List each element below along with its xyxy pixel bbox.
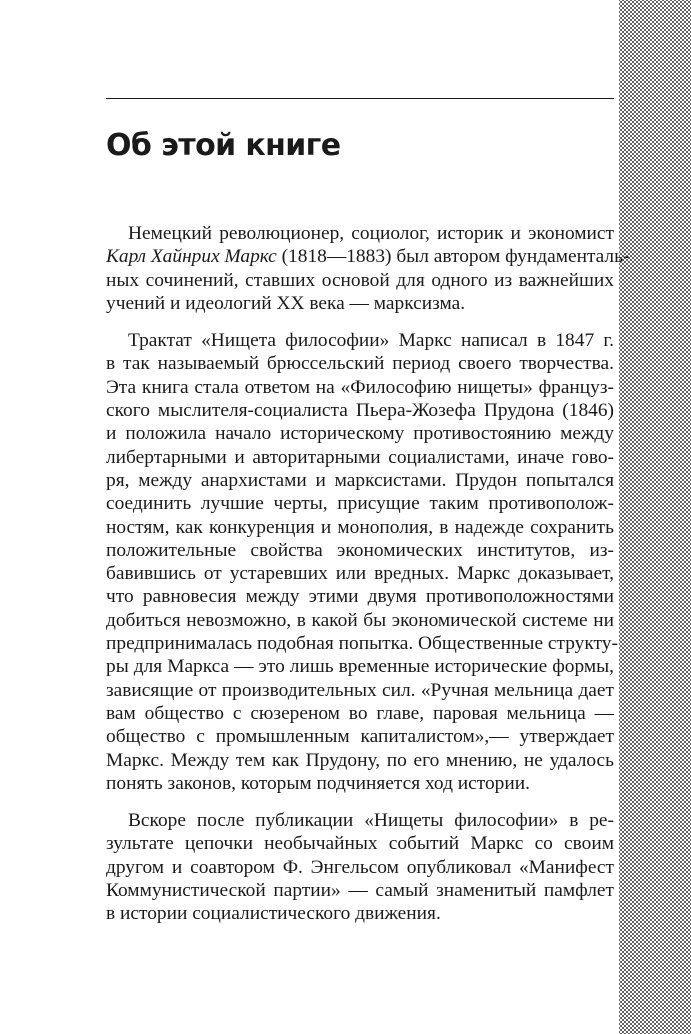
text-segment: ря, между анархистами и марксистами. Прудон попытался — [106, 469, 614, 491]
text-segment: зависящие от производительных сил. «Ручная мельница дает — [106, 679, 614, 701]
text-segment: положительные свойства экономических институтов, из- — [106, 539, 614, 561]
text-line — [106, 655, 614, 678]
text-line — [106, 422, 614, 445]
text-segment: что равновесия между этими двумя противоположностями — [106, 586, 614, 608]
body-text — [106, 222, 630, 940]
halftone-edge-strip — [619, 0, 691, 1034]
text-line — [106, 539, 614, 562]
text-line — [106, 609, 614, 632]
text-segment: добиться невозможно, в какой бы экономической системе ни — [106, 609, 614, 631]
text-line — [106, 725, 614, 748]
text-line — [106, 292, 614, 315]
text-line — [106, 856, 614, 879]
text-line — [106, 376, 614, 399]
paragraph — [106, 329, 618, 795]
text-segment: либертарными и авторитарными социалистами, иначе гово- — [106, 446, 614, 468]
page-title: Об этой книге — [106, 128, 341, 163]
text-line — [106, 702, 614, 725]
text-segment: Немецкий революционер, социолог, историк и экономист — [128, 223, 614, 244]
text-segment: Эта книга стала ответом на «Философию нищеты» француз- — [106, 376, 614, 398]
italic-text: Карл Хайнрих Маркс — [106, 246, 277, 268]
text-line — [106, 749, 614, 772]
text-segment: Маркс. Между тем как Прудону, по его мнению, не удалось — [106, 749, 614, 771]
text-segment: ностям, как конкуренция и монополия, в надежде сохранить — [106, 516, 614, 538]
text-line — [106, 352, 614, 375]
text-line — [106, 679, 614, 702]
text-segment: соединить лучшие черты, присущие таким противополож- — [106, 493, 614, 515]
text-segment: Коммунистической партии» — самый знаменитый памфлет — [106, 880, 614, 902]
text-segment: ры для Маркса — это лишь временные исторические формы, — [106, 656, 614, 678]
text-segment: ского мыслителя-социалиста Пьера-Жозефа Прудона (1846) — [106, 400, 614, 422]
text-segment: ных сочинений, ставших основой для одного из важнейших — [106, 269, 614, 291]
text-line — [106, 492, 614, 515]
text-segment: учений и идеологий XX века — марксизма. — [106, 292, 466, 314]
header-rule — [106, 98, 614, 99]
text-segment: бавившись от устаревших или вредных. Маркс доказывает, — [106, 563, 614, 585]
text-segment: понять законов, которым подчиняется ход истории. — [106, 772, 530, 794]
text-line — [106, 222, 614, 245]
text-line — [106, 772, 614, 795]
text-segment: предпринималась подобная попытка. Общественные структу- — [106, 633, 618, 655]
text-line — [106, 269, 614, 292]
text-line — [106, 585, 614, 608]
paragraph — [106, 809, 614, 925]
text-line — [106, 516, 614, 539]
text-line — [106, 245, 630, 268]
text-segment: зультате цепочки необычайных событий Маркс со своим — [106, 833, 614, 855]
text-line — [106, 832, 614, 855]
text-line — [106, 632, 618, 655]
paragraph — [106, 222, 630, 315]
text-line — [106, 879, 614, 902]
text-segment: Вскоре после публикации «Нищеты философии» в ре- — [128, 810, 614, 832]
text-line — [106, 399, 614, 422]
text-line — [106, 902, 614, 925]
text-line — [106, 446, 614, 469]
text-line — [106, 809, 614, 832]
text-segment: вам общество с сюзереном во главе, паровая мельница — — [106, 702, 614, 724]
text-line — [106, 469, 614, 492]
text-line — [106, 562, 614, 585]
text-line — [106, 329, 614, 352]
text-segment: (1818—1883) был автором фундаменталь- — [276, 246, 630, 268]
text-segment: Трактат «Нищета философии» Маркс написал в 1847 г. — [128, 330, 614, 352]
text-segment: в так называемый брюссельский период своего творчества. — [106, 353, 614, 375]
text-segment: и положила начало историческому противостоянию между — [106, 423, 614, 445]
text-segment: общество с промышленным капиталистом»,— утверждает — [106, 726, 614, 748]
text-segment: другом и соавтором Ф. Энгельсом опубликовал «Манифест — [106, 856, 614, 878]
text-segment: в истории социалистического движения. — [106, 903, 441, 925]
